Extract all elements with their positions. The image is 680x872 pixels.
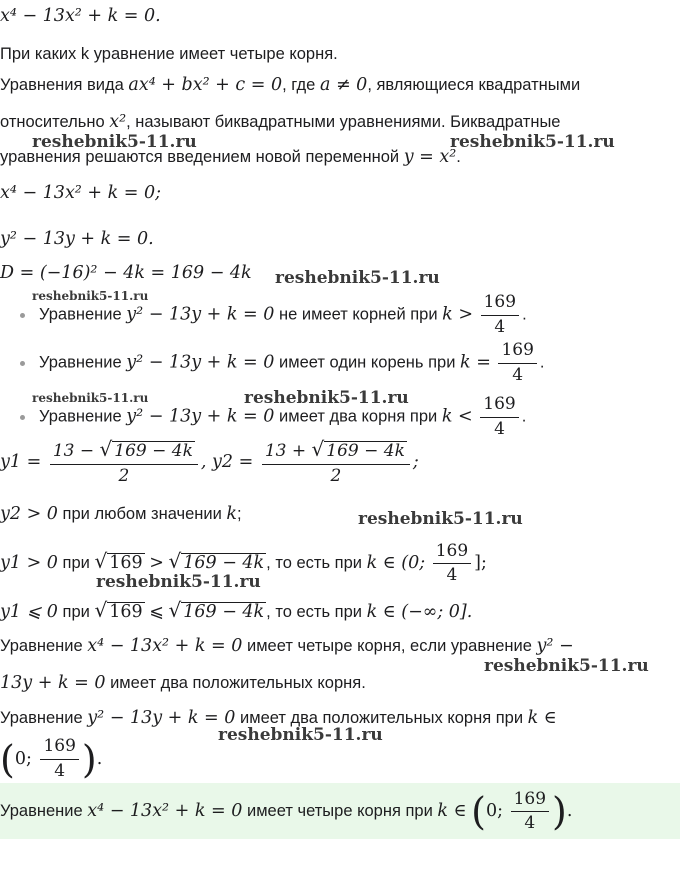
bullet-icon: [20, 415, 25, 420]
formula: y1 > 0: [0, 553, 58, 573]
text: при: [62, 554, 90, 572]
text: ;: [237, 505, 242, 523]
formula: k ∈ (−∞; 0].: [366, 602, 473, 622]
text: .: [566, 801, 573, 821]
text: ;: [412, 452, 419, 472]
text: Уравнение: [39, 305, 122, 324]
bullet-icon: [20, 361, 25, 366]
denominator: 2: [330, 466, 342, 486]
y2-positive: [0, 502, 242, 526]
radicand: 169: [109, 602, 143, 622]
text: .: [539, 353, 545, 372]
text: .: [522, 305, 527, 324]
formula: 13y + k = 0: [0, 673, 106, 693]
sqrt-icon: √: [168, 549, 182, 573]
watermark: reshebnik5-11.ru: [358, 509, 523, 529]
watermark: reshebnik5-11.ru: [484, 656, 649, 676]
formula: x⁴ − 13x² + k = 0: [87, 636, 243, 656]
sqrt-icon: √: [99, 437, 113, 462]
text: имеет два положительных корня.: [110, 674, 366, 692]
text: 13 +: [264, 441, 307, 462]
denominator: 2: [118, 466, 130, 486]
formula: y² − 13y + k = 0: [87, 708, 236, 728]
denominator: 4: [524, 813, 536, 834]
problem-equation: x⁴ − 13x² + k = 0.: [0, 6, 161, 26]
formula: y = x²: [403, 147, 457, 167]
sqrt-icon: √: [94, 598, 108, 622]
text: Уравнение: [0, 637, 83, 655]
text: при: [62, 603, 90, 621]
y2-label: , y2 =: [200, 452, 254, 472]
text: Уравнения вида: [0, 76, 124, 94]
text: имеет два положительных корня при: [240, 709, 524, 727]
radicand: 169 − 4k: [114, 441, 193, 462]
denominator: 4: [494, 316, 506, 337]
text: при любом значении: [62, 505, 222, 523]
denominator: 4: [494, 418, 505, 439]
formula: y² − 13y + k = 0: [126, 352, 275, 373]
numerator: 169: [481, 293, 519, 316]
problem-question: При каких k уравнение имеет четыре корня.: [0, 45, 338, 63]
y2-fraction: [262, 438, 410, 486]
relation: k =: [460, 352, 491, 373]
paren: ): [81, 737, 97, 782]
numerator: [262, 438, 410, 465]
watermark: reshebnik5-11.ru: [244, 388, 409, 408]
numerator: [50, 438, 198, 465]
fraction: [433, 542, 471, 586]
radicand: 169 − 4k: [326, 441, 405, 462]
conclusion-line-2: [0, 671, 366, 695]
step-substitution: y² − 13y + k = 0.: [0, 229, 154, 249]
fraction: [481, 293, 519, 337]
radicand: 169 − 4k: [183, 602, 265, 622]
watermark: reshebnik5-11.ru: [275, 268, 440, 288]
text: .: [96, 749, 103, 769]
text: имеет четыре корня при: [247, 802, 433, 820]
numerator: 169: [511, 790, 549, 813]
text: , являющиеся квадратными: [367, 76, 581, 94]
text: уравнения решаются введением новой переменной: [0, 148, 400, 166]
text: .: [456, 148, 461, 166]
radicand: 169 − 4k: [183, 553, 265, 573]
relation: ⩽: [149, 602, 164, 622]
paren: (: [471, 789, 486, 834]
watermark: reshebnik5-11.ru: [96, 572, 261, 592]
sqrt-icon: √: [94, 549, 108, 573]
formula: k: [226, 504, 238, 524]
text: Уравнение: [39, 407, 122, 426]
text: 13 −: [52, 441, 95, 462]
watermark: reshebnik5-11.ru: [32, 132, 197, 152]
conclusion-interval: [0, 733, 102, 786]
denominator: 4: [446, 565, 458, 586]
roots-formula: [0, 437, 419, 487]
relation: k <: [441, 406, 473, 427]
text: 0;: [485, 801, 503, 821]
conclusion-line-1: [0, 634, 574, 658]
text: имеет два корня при: [279, 407, 438, 426]
bullet-icon: [20, 313, 25, 318]
text: , где: [282, 76, 316, 94]
text: ];: [474, 553, 487, 573]
text: , то есть при: [266, 554, 362, 572]
numerator: 169: [433, 542, 471, 565]
fraction: [480, 395, 518, 439]
formula: y² − 13y + k = 0: [126, 406, 275, 427]
relation: >: [149, 553, 164, 573]
text: Уравнение: [0, 802, 83, 820]
numerator: 169: [40, 737, 78, 760]
relation: k >: [442, 304, 474, 325]
text: Уравнение: [39, 353, 122, 372]
text: относительно: [0, 113, 105, 131]
text: имеет один корень при: [279, 353, 456, 372]
denominator: 4: [512, 364, 524, 385]
radicand: 169: [109, 553, 143, 573]
formula: k ∈ (0;: [366, 553, 426, 573]
text: не имеет корней при: [279, 305, 438, 324]
formula: y² −: [536, 636, 574, 656]
watermark: reshebnik5-11.ru: [32, 391, 149, 405]
text: Уравнение: [0, 709, 83, 727]
formula: y2 > 0: [0, 504, 58, 524]
explanation-line-2: [0, 110, 560, 134]
text: 0;: [14, 749, 32, 769]
text: имеет четыре корня, если уравнение: [247, 637, 532, 655]
y1-nonpositive: [0, 598, 472, 624]
y1-label: y1 =: [0, 452, 42, 472]
formula: k ∈: [437, 801, 467, 821]
fraction: [511, 790, 549, 834]
watermark: reshebnik5-11.ru: [218, 725, 383, 745]
denominator: 4: [54, 761, 66, 781]
explanation-line-1: [0, 73, 580, 97]
formula: ax⁴ + bx² + c = 0: [128, 75, 283, 95]
text: , то есть при: [266, 603, 362, 621]
formula: a ≠ 0: [319, 75, 368, 95]
text: , называют биквадратными уравнениями. Биквадратные: [126, 113, 561, 131]
formula: x²: [109, 112, 127, 132]
sqrt-icon: √: [168, 598, 182, 622]
text: .: [521, 407, 527, 426]
formula: y1 ⩽ 0: [0, 602, 58, 622]
fraction: [40, 737, 78, 781]
paren: ): [552, 789, 567, 834]
watermark: reshebnik5-11.ru: [450, 132, 615, 152]
numerator: 169: [480, 395, 518, 418]
answer-line: [0, 785, 572, 838]
watermark: reshebnik5-11.ru: [32, 289, 149, 303]
step-equation: x⁴ − 13x² + k = 0;: [0, 183, 162, 203]
formula: k ∈: [527, 708, 557, 728]
numerator: 169: [498, 341, 536, 364]
case-one-root: [0, 341, 545, 385]
answer-box: [0, 783, 680, 839]
y1-fraction: [50, 438, 198, 486]
formula: x⁴ − 13x² + k = 0: [87, 801, 243, 821]
formula: y² − 13y + k = 0: [126, 304, 275, 325]
paren: (: [0, 737, 15, 782]
step-discriminant: D = (−16)² − 4k = 169 − 4k: [0, 263, 252, 283]
fraction: [498, 341, 536, 385]
sqrt-icon: √: [311, 437, 325, 462]
